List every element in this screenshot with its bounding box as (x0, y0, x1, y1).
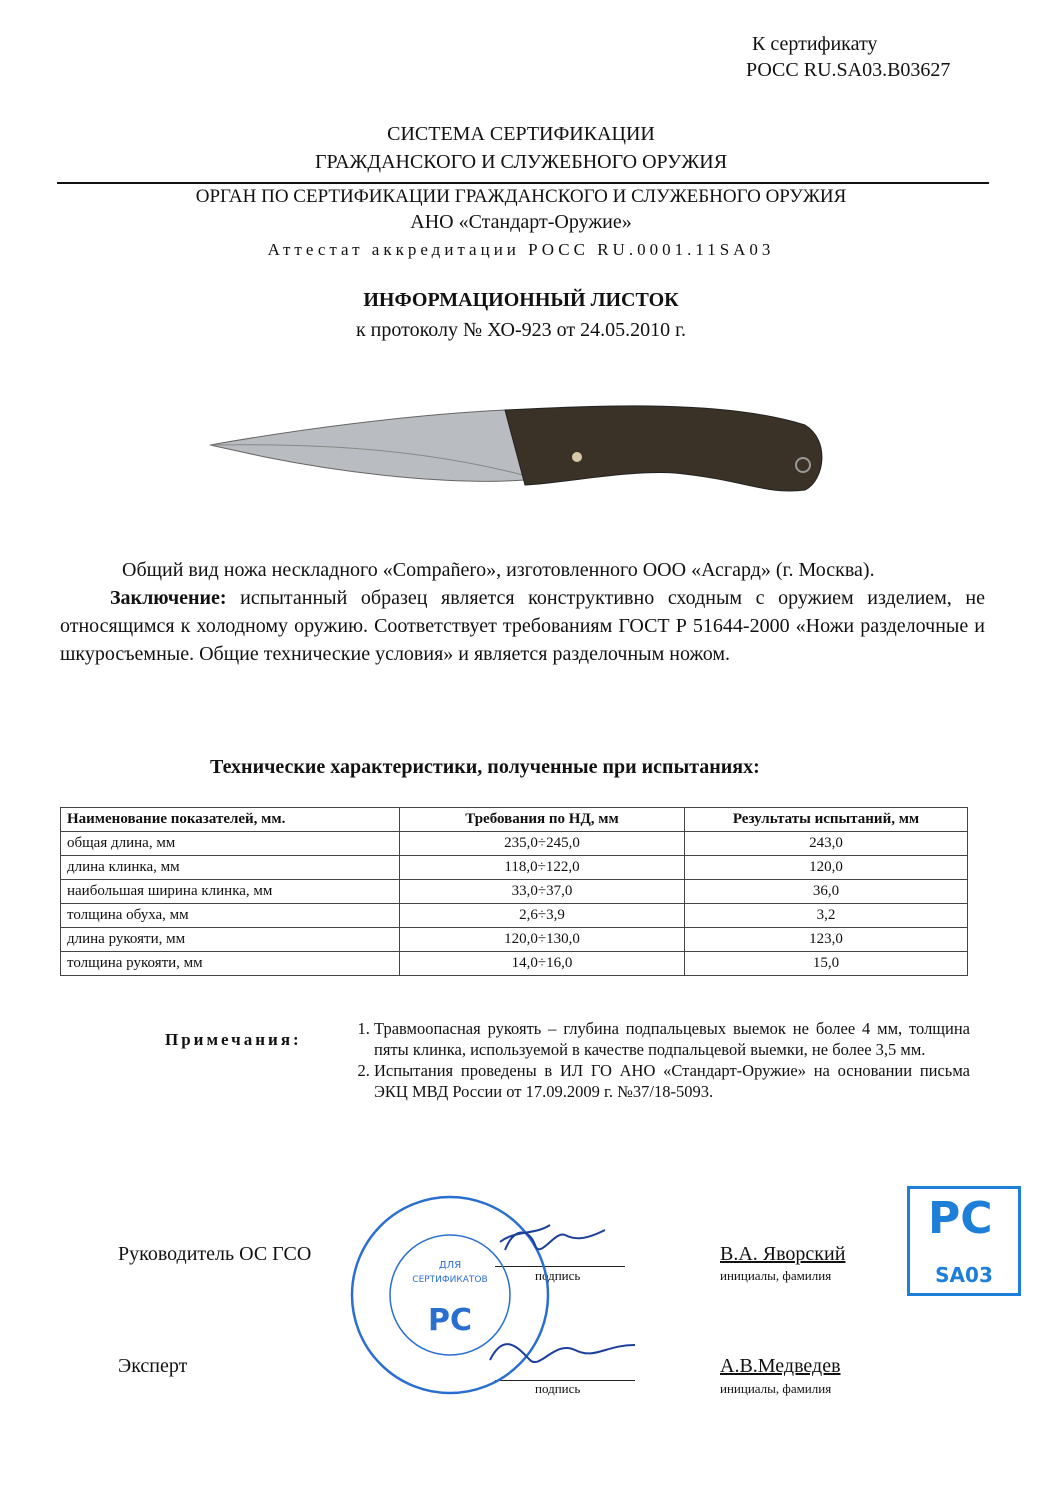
system-line1: СИСТЕМА СЕРТИФИКАЦИИ (387, 123, 655, 145)
conclusion (60, 584, 985, 668)
general-view-caption: Общий вид ножа нескладного «Compañero», изготовленного ООО «Асгард» (г. Москва). (122, 559, 875, 581)
parameter-name-cell: толщина рукояти, мм (61, 952, 400, 976)
result-cell: 120,0 (685, 856, 968, 880)
notes-list (350, 1018, 970, 1102)
system-line2: ГРАЖДАНСКОГО И СЛУЖЕБНОГО ОРУЖИЯ (314, 151, 728, 173)
notes-label: Примечания: (165, 1030, 302, 1049)
parameter-name-cell: длина клинка, мм (61, 856, 400, 880)
parameter-name-cell: общая длина, мм (61, 832, 400, 856)
description (60, 556, 985, 668)
table-row (61, 928, 968, 952)
conclusion-text: испытанный образец является конструктивно сходным с оружием изделием, не относящимся к холодному оружию. Соответствует требованиям ГОСТ Р 51644-2000 «Ножи разделочные и шкуросъемные. Общие технические условия» и является разделочным ножом. (60, 587, 985, 665)
parameter-name-cell: толщина обуха, мм (61, 904, 400, 928)
result-cell: 15,0 (685, 952, 968, 976)
signer-role-expert: Эксперт (118, 1355, 188, 1377)
knife-image (205, 395, 835, 505)
table-row (61, 952, 968, 976)
signer-name-head: В.А. Яворский (720, 1243, 846, 1265)
specs-heading: Технические характеристики, полученные при испытаниях: (210, 756, 760, 778)
table-row (61, 904, 968, 928)
signature-hint: подпись (535, 1268, 581, 1283)
result-cell: 123,0 (685, 928, 968, 952)
result-cell: 243,0 (685, 832, 968, 856)
parameter-name-cell: наибольшая ширина клинка, мм (61, 880, 400, 904)
name-hint: инициалы, фамилия (720, 1381, 832, 1396)
requirement-cell: 120,0÷130,0 (400, 928, 685, 952)
organ-line2: АНО «Стандарт-Оружие» (410, 211, 632, 233)
svg-text:PC: PC (427, 1303, 473, 1338)
table-header-row (61, 808, 968, 832)
stamp-icon (352, 1197, 548, 1393)
signature-hint: подпись (535, 1381, 581, 1396)
cert-ref-line2: РОСС RU.SA03.B03627 (746, 59, 951, 81)
note-item: 1. Травмоопасная рукоять – глубина подпальцевых выемок не более 4 мм, толщина пяты клинка, используемой в качестве подпальцевой выемки, не более 3,5 мм. (374, 1018, 970, 1060)
table-row (61, 880, 968, 904)
requirement-cell: 14,0÷16,0 (400, 952, 685, 976)
result-cell: 36,0 (685, 880, 968, 904)
header-divider (57, 182, 989, 184)
specs-table (60, 807, 968, 976)
cert-ref-line1: К сертификату (752, 33, 878, 55)
doc-subtitle: к протоколу № ХО-923 от 24.05.2010 г. (355, 319, 687, 341)
parameter-name-cell: длина рукояти, мм (61, 928, 400, 952)
column-header: Требования по НД, мм (400, 808, 685, 832)
requirement-cell: 235,0÷245,0 (400, 832, 685, 856)
organ-line1: ОРГАН ПО СЕРТИФИКАЦИИ ГРАЖДАНСКОГО И СЛУЖЕБНОГО ОРУЖИЯ (195, 186, 847, 207)
stamp-center-top: ДЛЯ (438, 1260, 462, 1271)
certification-mark-icon: PC SA03 (907, 1186, 1021, 1296)
name-hint: инициалы, фамилия (720, 1268, 832, 1283)
doc-title: ИНФОРМАЦИОННЫЙ ЛИСТОК (363, 289, 679, 311)
table-row (61, 856, 968, 880)
requirement-cell: 118,0÷122,0 (400, 856, 685, 880)
table-row (61, 832, 968, 856)
conclusion-label: Заключение: (110, 587, 227, 609)
mark-code: SA03 (935, 1263, 993, 1287)
requirement-cell: 2,6÷3,9 (400, 904, 685, 928)
column-header: Наименование показателей, мм. (61, 808, 400, 832)
signatures-and-stamp (340, 1190, 660, 1420)
requirement-cell: 33,0÷37,0 (400, 880, 685, 904)
result-cell: 3,2 (685, 904, 968, 928)
signer-role-head: Руководитель ОС ГСО (118, 1243, 312, 1265)
accreditation: Аттестат аккредитации РОСС RU.0001.11SA03 (267, 240, 775, 259)
signer-name-expert: А.В.Медведев (720, 1355, 841, 1377)
stamp-center-bottom: СЕРТИФИКАТОВ (412, 1275, 488, 1285)
column-header: Результаты испытаний, мм (685, 808, 968, 832)
note-item: 2. Испытания проведены в ИЛ ГО АНО «Стандарт-Оружие» на основании письма ЭКЦ МВД России от 17.09.2009 г. №37/18-5093. (374, 1060, 970, 1102)
